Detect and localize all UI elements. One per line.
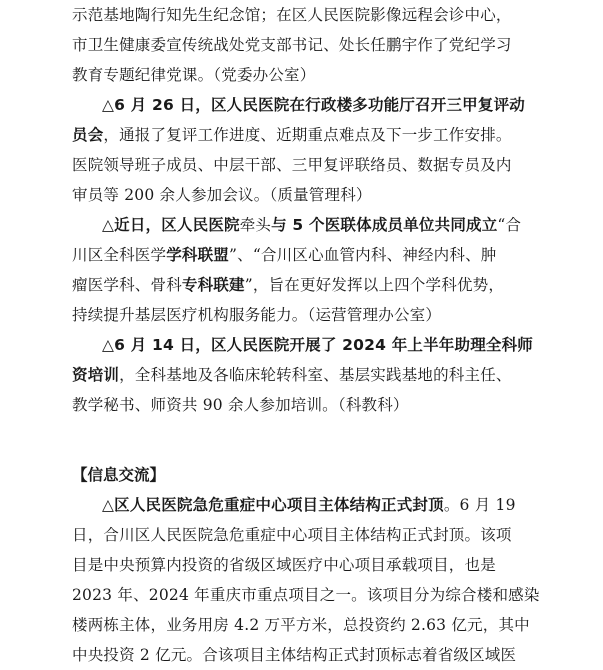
text-line: 示范基地陶行知先生纪念馆；在区人民医院影像远程会诊中心，: [72, 6, 512, 24]
text-line: 中央投资 2 亿元。合该项目主体结构正式封顶标志着省级区域医: [72, 646, 517, 664]
text-line: [72, 270, 542, 300]
text-line: 市卫生健康委宣传统战处党支部书记、处长任鹏宇作了党纪学习: [72, 36, 512, 54]
text-line: [72, 210, 542, 240]
section-title: 【信息交流】: [72, 466, 166, 484]
item-headline: 与 5 个医联体成员单位共同成立: [271, 216, 498, 234]
item-text: ”，旨在更好发挥以上四个学科优势，: [244, 276, 505, 294]
text-line: 2023 年、2024 年重庆市重点项目之一。该项目分为综合楼和感染: [72, 586, 540, 604]
news-item-party-lesson: [72, 0, 542, 90]
text-line: 持续提升基层医疗机构服务能力。（运营管理办公室）: [72, 306, 442, 324]
text-line: 教学秘书、师资共 90 余人参加培训。（科教科）: [72, 396, 409, 414]
item-text: ，全科基地及各临床轮转科室、基层实践基地的科主任、: [119, 366, 512, 384]
item-headline: △6 月 26 日，区人民医院在行政楼多功能厅召开三甲复评动: [102, 96, 525, 114]
text-line: 医院领导班子成员、中层干部、三甲复评联络员、数据专员及内: [72, 156, 512, 174]
item-text: ，通报了复评工作进度、近期重点难点及下一步工作安排。: [103, 126, 512, 144]
text-line: 目是中央预算内投资的省级区域医疗中心项目承载项目，也是: [72, 556, 496, 574]
text-line: 日，合川区人民医院急危重症中心项目主体结构正式封顶。该项: [72, 526, 512, 544]
item-emphasis: 学科联盟: [166, 246, 230, 264]
item-text: 牵头: [239, 216, 272, 234]
news-item-alliance: [72, 210, 542, 330]
item-text: “合: [497, 216, 522, 234]
item-headline: △区人民医院急危重症中心项目主体结构正式封顶: [102, 496, 444, 514]
news-item-review-meeting: [72, 90, 542, 210]
item-text: ”、“合川区心血管内科、神经内科、肿: [229, 246, 497, 264]
text-line: [72, 360, 542, 390]
item-text: 瘤医学科、骨科: [72, 276, 182, 294]
text-line: [72, 490, 542, 520]
section-info-exchange: [72, 460, 542, 670]
item-headline-cont: 资培训: [72, 366, 120, 384]
text-line: [72, 240, 542, 270]
text-line: [72, 120, 542, 150]
text-line: 教育专题纪律党课。（党委办公室）: [72, 66, 316, 84]
item-text: 川区全科医学: [72, 246, 167, 264]
item-headline: △近日，区人民医院: [102, 216, 240, 234]
section-gap: [72, 420, 542, 460]
item-headline-cont: 员会: [72, 126, 104, 144]
text-line: 审员等 200 余人参加会议。（质量管理科）: [72, 186, 372, 204]
item-headline: △6 月 14 日，区人民医院开展了 2024 年上半年助理全科师: [102, 336, 533, 354]
item-text: 。6 月 19: [443, 496, 516, 514]
text-line: 楼两栋主体，业务用房 4.2 万平方米，总投资约 2.63 亿元，其中: [72, 616, 530, 634]
document-body: [72, 0, 542, 670]
item-emphasis: 专科联建: [181, 276, 245, 294]
news-item-training: [72, 330, 542, 420]
